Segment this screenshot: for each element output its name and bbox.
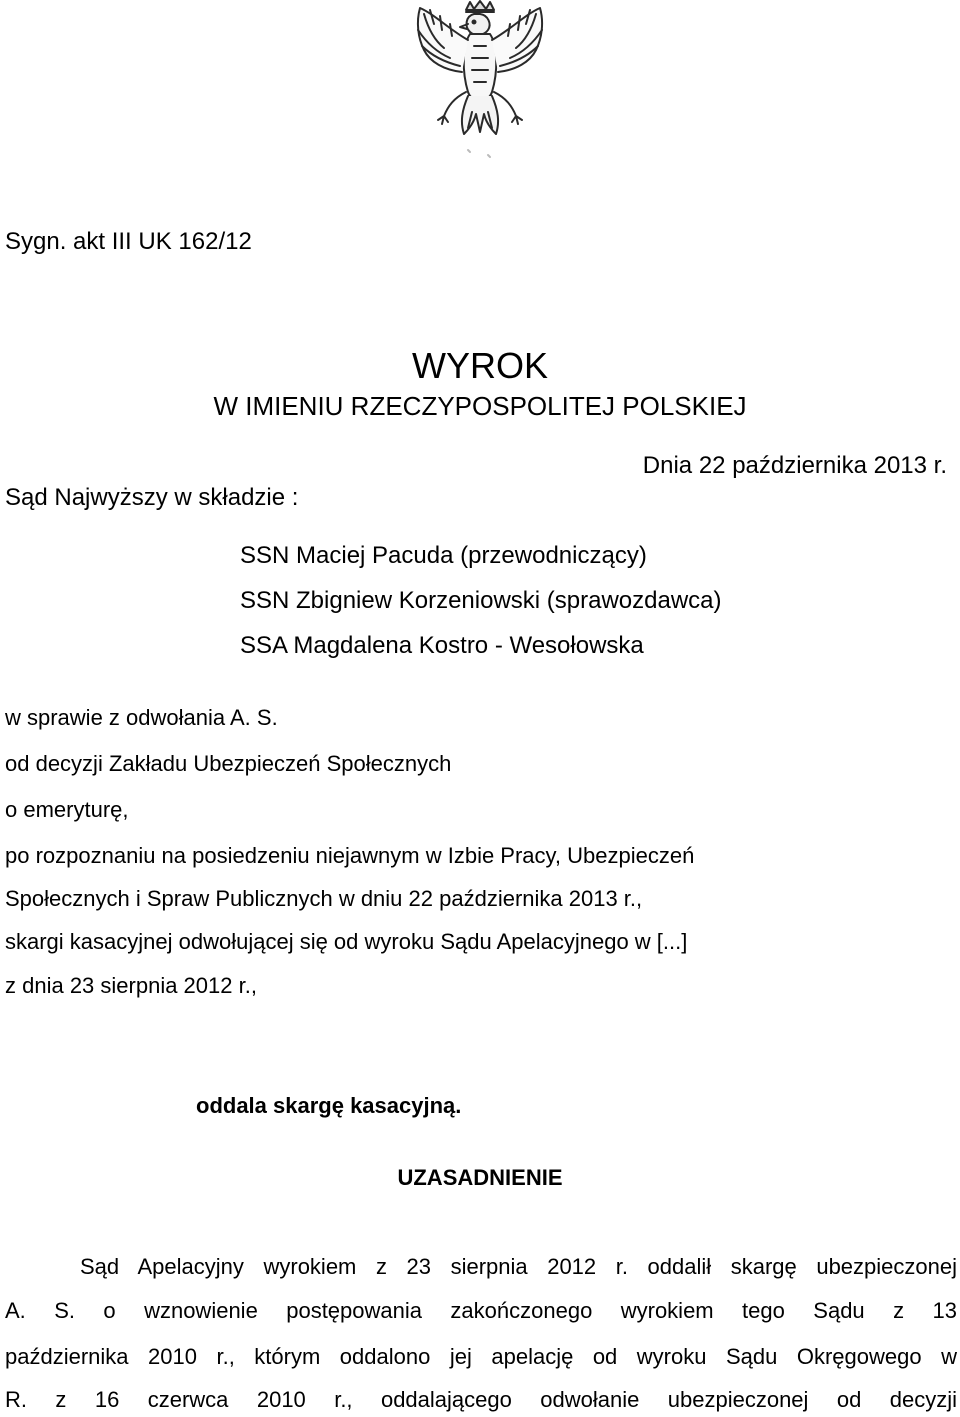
case-line-hearing-cont: Społecznych i Spraw Publicznych w dniu 22 października 2013 r., bbox=[5, 886, 643, 911]
verdict: oddala skargę kasacyjną. bbox=[196, 1093, 462, 1118]
document-subtitle: W IMIENIU RZECZYPOSPOLITEJ POLSKIEJ bbox=[213, 391, 747, 421]
case-line-cassation: skargi kasacyjnej odwołującej się od wyroku Sądu Apelacyjnego w [...] bbox=[5, 929, 688, 954]
case-line-decision: od decyzji Zakładu Ubezpieczeń Społecznych bbox=[5, 751, 452, 776]
case-line-date: z dnia 23 sierpnia 2012 r., bbox=[5, 973, 257, 998]
white-eagle-emblem-icon bbox=[404, 0, 556, 165]
judge-presiding: SSN Maciej Pacuda (przewodniczący) bbox=[240, 542, 647, 569]
justification-line: A. S. o wznowienie postępowania zakończonego wyrokiem tego Sądu z 13 bbox=[5, 1298, 957, 1323]
judgment-date: Dnia 22 października 2013 r. bbox=[642, 452, 947, 479]
justification-line: Sąd Apelacyjny wyrokiem z 23 sierpnia 2012 r. oddalił skargę ubezpieczonej bbox=[80, 1254, 957, 1279]
document-title: WYROK bbox=[411, 345, 548, 386]
judge-rapporteur: SSN Zbigniew Korzeniowski (sprawozdawca) bbox=[240, 587, 722, 614]
justification-heading: UZASADNIENIE bbox=[397, 1165, 563, 1190]
court-composition-label: Sąd Najwyższy w składzie : bbox=[5, 484, 299, 511]
justification-line: października 2010 r., którym oddalono jej apelację od wyroku Sądu Okręgowego w bbox=[5, 1344, 957, 1369]
case-line-subject: o emeryturę, bbox=[5, 797, 129, 822]
case-line-hearing: po rozpoznaniu na posiedzeniu niejawnym w Izbie Pracy, Ubezpieczeń bbox=[5, 843, 695, 868]
justification-line: R. z 16 czerwca 2010 r., oddalającego odwołanie ubezpieczonej od decyzji bbox=[5, 1387, 957, 1412]
case-number: Sygn. akt III UK 162/12 bbox=[5, 228, 252, 255]
judge-member: SSA Magdalena Kostro - Wesołowska bbox=[240, 632, 644, 659]
case-line-appeal: w sprawie z odwołania A. S. bbox=[5, 705, 278, 730]
